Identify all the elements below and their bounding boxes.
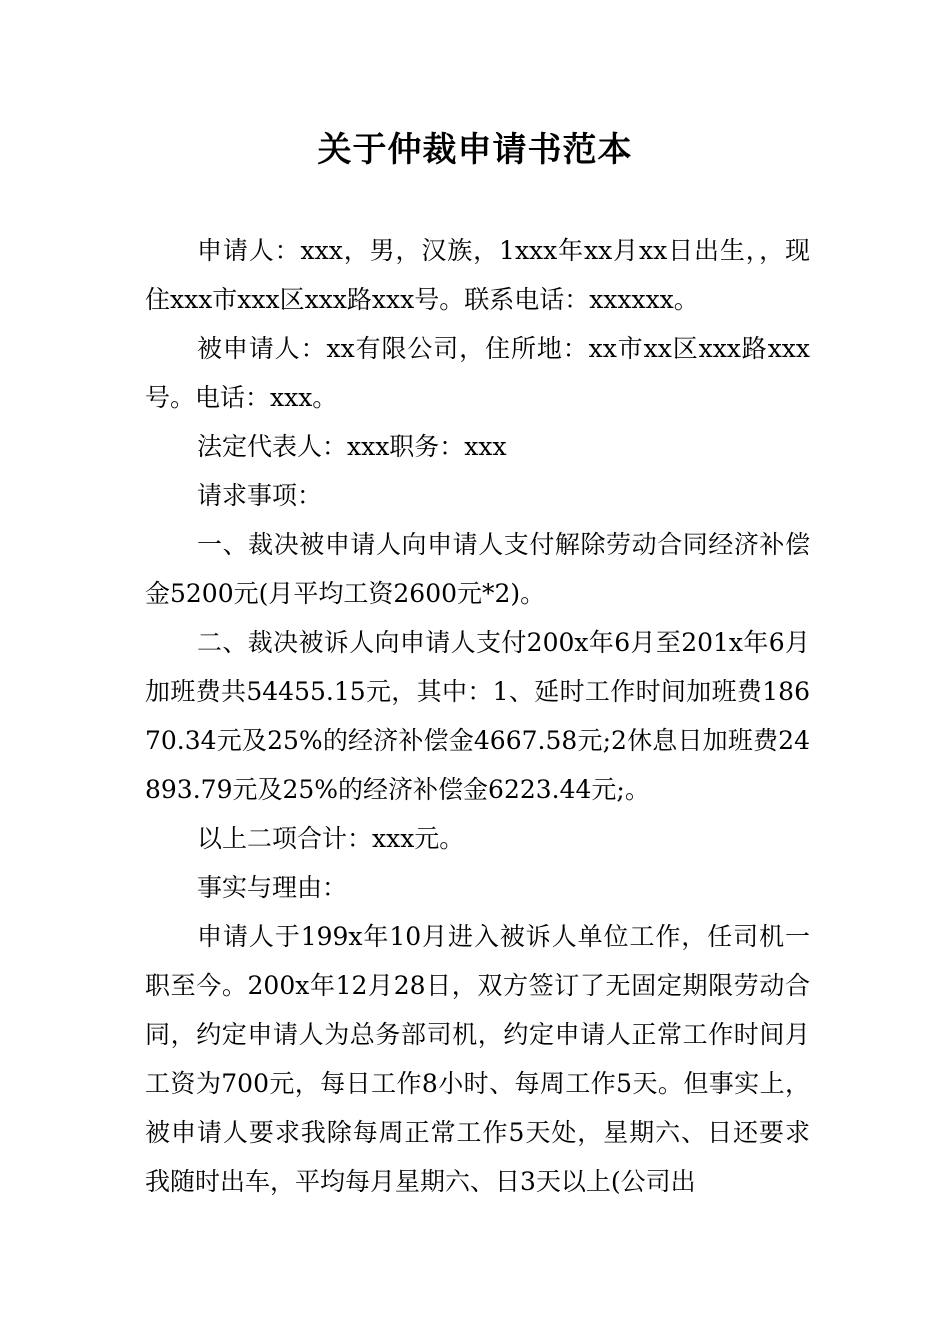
paragraph-claim-one: 一、裁决被申请人向申请人支付解除劳动合同经济补偿金5200元(月平均工资2600元*2)。 xyxy=(145,530,810,608)
paragraph-claims-heading: 请求事项： xyxy=(197,481,323,510)
paragraph-claim-two: 二、裁决被诉人向申请人支付200x年6月至201x年6月加班费共54455.15元，其中：1、延时工作时间加班费18670.34元及25%的经济补偿金4667.58元;2休息日加班费24893.79元及25%的经济补偿金6223.44元;。 xyxy=(145,628,810,804)
paragraph-legal-representative: 法定代表人：xxx职务：xxx xyxy=(197,432,507,461)
paragraph-total: 以上二项合计：xxx元。 xyxy=(197,824,465,853)
document-body xyxy=(145,226,810,1206)
paragraph-facts: 申请人于199x年10月进入被诉人单位工作，任司机一职至今。200x年12月28日，双方签订了无固定期限劳动合同，约定申请人为总务部司机，约定申请人正常工作时间月工资为700元，每日工作8小时、每周工作5天。但事实上，被申请人要求我除每周正常工作5天处，星期六、日还要求我随时出车，平均每月星期六、日3天以上(公司出 xyxy=(145,922,810,1196)
document-title: 关于仲裁申请书范本 xyxy=(317,130,633,170)
paragraph-respondent: 被申请人：xx有限公司，住所地：xx市xx区xxx路xxx号。电话：xxx。 xyxy=(145,334,810,412)
paragraph-facts-heading: 事实与理由： xyxy=(197,873,348,902)
paragraph-applicant: 申请人：xxx，男，汉族，1xxx年xx月xx日出生，，现住xxx市xxx区xxx路xxx号。联系电话：xxxxxx。 xyxy=(145,236,810,314)
